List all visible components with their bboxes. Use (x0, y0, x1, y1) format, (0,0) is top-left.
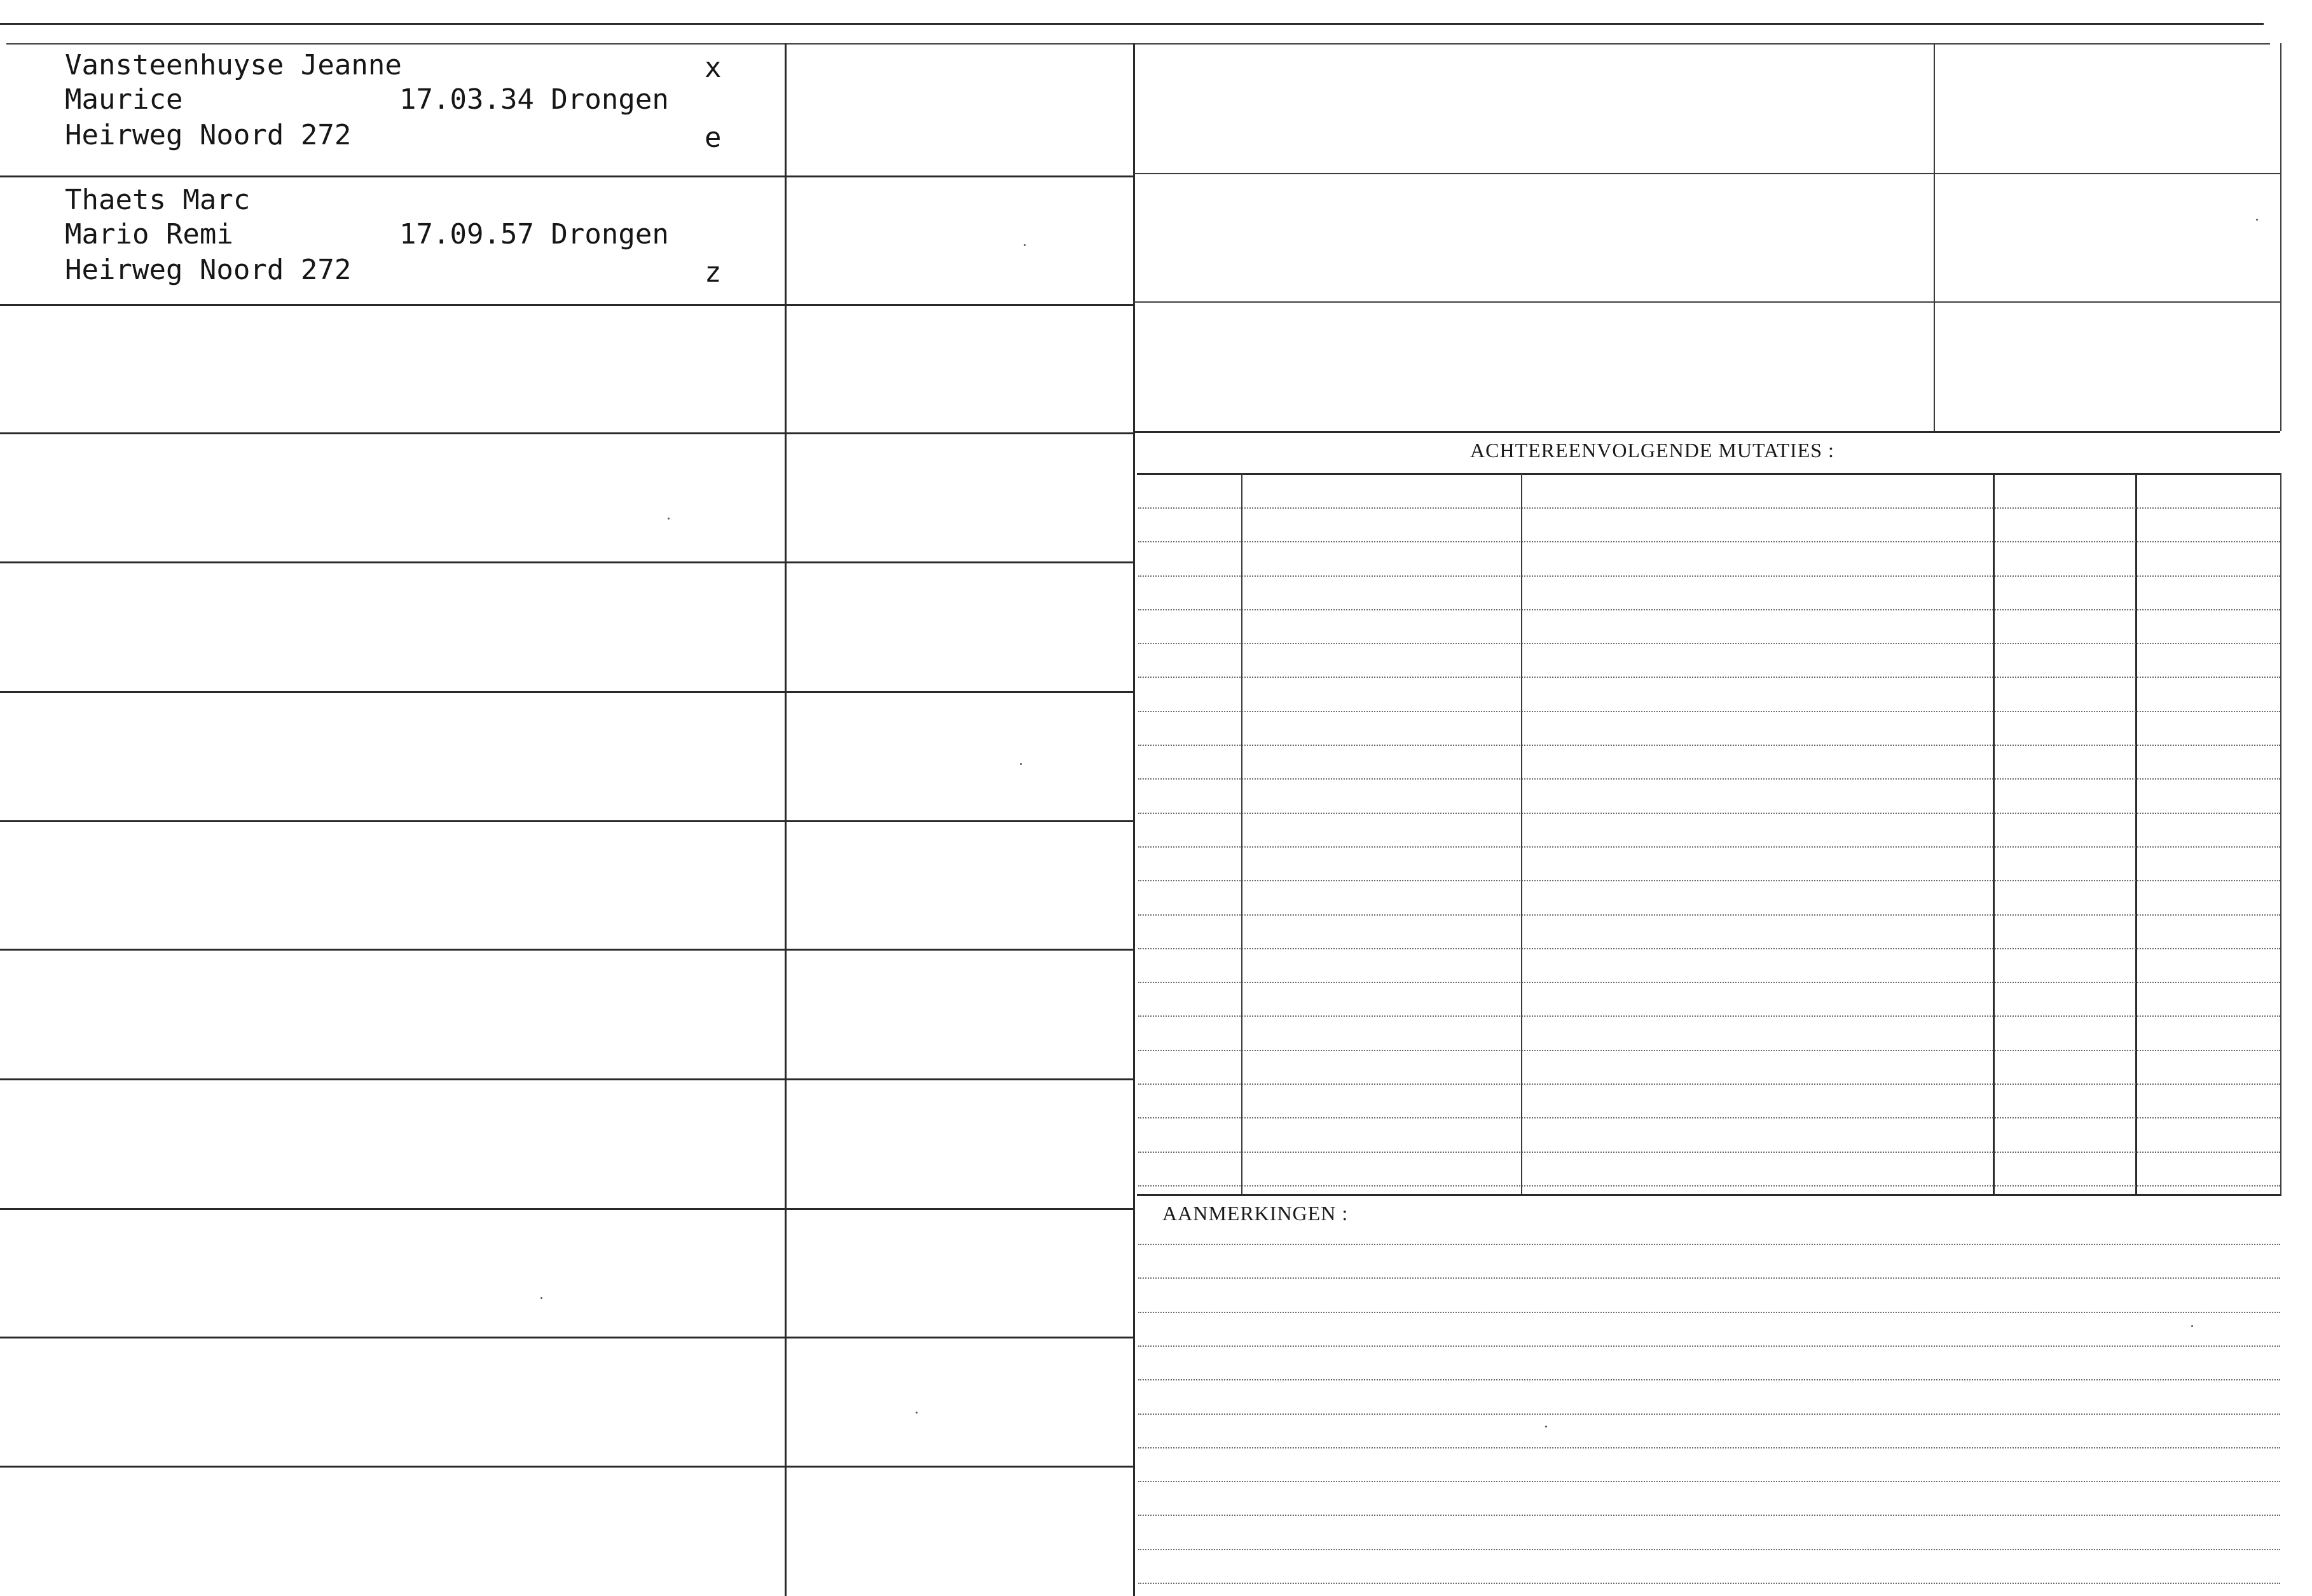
record-2-surname: Thaets Marc (65, 184, 251, 216)
ruled-line (1138, 1379, 2280, 1380)
mutations-heading: ACHTEREENVOLGENDE MUTATIES : (1470, 439, 1834, 462)
row-line (0, 432, 1133, 434)
ruled-line (1138, 1117, 2280, 1118)
scan-speck (2256, 219, 2258, 221)
row-line (0, 175, 1133, 177)
column-divider-1 (785, 43, 787, 1596)
record-2-given-names: Mario Remi (65, 218, 233, 251)
ruled-line (1138, 778, 2280, 780)
scan-speck (1545, 1426, 1547, 1427)
record-1-sex-mark: x (705, 52, 722, 84)
ruled-line (1138, 1015, 2280, 1017)
mutations-col-line (2280, 473, 2281, 1194)
ruled-line (1138, 880, 2280, 881)
record-1-given-names: Maurice (65, 83, 183, 116)
scan-speck (1024, 244, 1026, 246)
row-line (0, 691, 1133, 693)
remarks-heading: AANMERKINGEN : (1162, 1202, 1349, 1225)
row-line (0, 949, 1133, 951)
ruled-line (1138, 507, 2280, 509)
ruled-line (1138, 846, 2280, 848)
ruled-line (1138, 1050, 2280, 1051)
ruled-line (1138, 541, 2280, 542)
scan-speck (916, 1412, 918, 1414)
row-line (0, 1078, 1133, 1080)
ruled-line (1138, 1244, 2280, 1245)
ruled-line (1138, 948, 2280, 949)
mutations-col-line (2135, 473, 2137, 1194)
ruled-line (1138, 1345, 2280, 1347)
right-edge (2280, 43, 2281, 431)
ruled-line (1138, 1481, 2280, 1482)
scan-speck (540, 1297, 542, 1299)
ruled-line (1138, 1583, 2280, 1584)
scan-speck (1020, 763, 1022, 765)
row-line (0, 1466, 1133, 1468)
row-line (0, 1337, 1133, 1338)
ruled-line (1138, 1414, 2280, 1415)
right-row-line (1133, 431, 2280, 433)
row-line (0, 820, 1133, 822)
mutations-col-line (1993, 473, 1995, 1194)
column-divider-3 (1934, 43, 1935, 431)
row-line (0, 561, 1133, 563)
record-2-birth: 17.09.57 Drongen (399, 218, 669, 251)
row-line (0, 304, 1133, 306)
record-1-surname: Vansteenhuyse Jeanne (65, 49, 402, 81)
ruled-line (1138, 1277, 2280, 1279)
ruled-line (1138, 609, 2280, 610)
mutations-bottom-line (1137, 1194, 2281, 1196)
top-border (0, 23, 2264, 25)
record-1-relation-mark: e (705, 121, 722, 154)
column-divider-2 (1133, 43, 1135, 1596)
record-2-relation-mark: z (705, 256, 722, 289)
ruled-line (1138, 1515, 2280, 1516)
ruled-line (1138, 1083, 2280, 1085)
ruled-line (1138, 1447, 2280, 1448)
right-row-line (1133, 301, 2280, 303)
scan-speck (668, 518, 670, 519)
ruled-line (1138, 914, 2280, 916)
mutations-col-line (1521, 473, 1522, 1194)
ruled-line (1138, 1152, 2280, 1153)
ruled-line (1138, 711, 2280, 712)
row-line (0, 1208, 1133, 1210)
record-1-birth: 17.03.34 Drongen (399, 83, 669, 116)
ruled-line (1138, 982, 2280, 983)
ruled-line (1138, 813, 2280, 814)
record-1-address: Heirweg Noord 272 (65, 119, 352, 151)
ruled-line (1138, 1312, 2280, 1313)
record-2-address: Heirweg Noord 272 (65, 254, 352, 286)
ruled-line (1138, 745, 2280, 746)
ruled-line (1138, 575, 2280, 577)
ruled-line (1138, 643, 2280, 644)
mutations-col-line (1241, 473, 1242, 1194)
mutations-header-line (1137, 473, 2281, 475)
scan-speck (2191, 1325, 2193, 1327)
ruled-line (1138, 1185, 2280, 1187)
ruled-line (1138, 677, 2280, 678)
right-row-line (1133, 173, 2280, 174)
top-edge (6, 43, 2270, 45)
ruled-line (1138, 1549, 2280, 1550)
